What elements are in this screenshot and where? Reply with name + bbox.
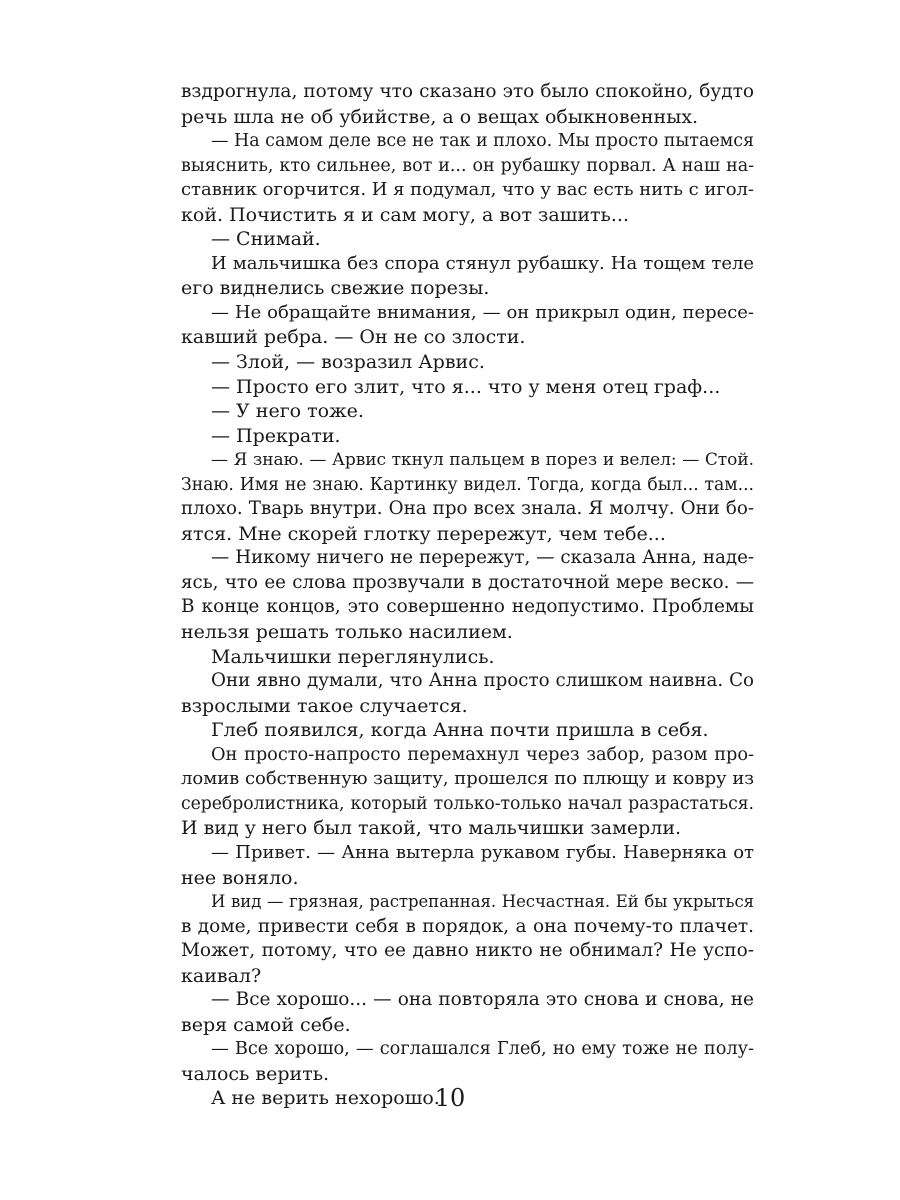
- text-line: Глеб появился, когда Анна почти пришла в себя.: [211, 719, 709, 742]
- text-line: кой. Почистить я и сам могу, а вот зашить...: [181, 203, 629, 226]
- text-line: ломив собственную защиту, прошелся по плющу и ковру из: [181, 768, 755, 790]
- text-line: И вид — грязная, растрепанная. Несчастная. Ей бы укрыться: [211, 892, 754, 912]
- text-line: — Не обращайте внимания, — он прикрыл один, пересе-: [211, 301, 754, 323]
- text-line: нельзя решать только насилием.: [181, 621, 513, 644]
- text-line: — Просто его злит, что я... что у меня отец граф...: [211, 375, 721, 398]
- text-line: вздрогнула, потому что сказано это было спокойно, будто: [181, 81, 754, 102]
- text-line: чалось верить.: [181, 1062, 330, 1085]
- text-line: кавший ребра. — Он не со злости.: [181, 326, 526, 349]
- text-line: — Никому ничего не перережут, — сказала Анна, наде-: [211, 547, 754, 569]
- text-line: нее воняло.: [181, 866, 299, 889]
- text-line: — Я знаю. — Арвис ткнул пальцем в порез и велел: — Стой.: [211, 450, 754, 471]
- text-line: его виднелись свежие порезы.: [181, 277, 490, 300]
- text-line: — Злой, — возразил Арвис.: [211, 351, 485, 374]
- text-line: серебролистника, который только-только начал разрастаться.: [181, 793, 754, 814]
- text-line: ятся. Мне скорей глотку перережут, чем тебе...: [181, 522, 666, 545]
- text-line: выяснить, кто сильнее, вот и... он рубашку порвал. А наш на-: [181, 155, 754, 176]
- text-line: Он просто-напросто перемахнул через забор, разом про-: [211, 744, 754, 765]
- text-line: ставник огорчится. И я подумал, что у вас есть нить с игол-: [181, 179, 754, 201]
- text-line: — Все хорошо... — она повторяла это снова и снова, не: [211, 989, 754, 1011]
- text-line: Они явно думали, что Анна просто слишком наивна. Со: [211, 670, 754, 692]
- text-line: — Снимай.: [211, 228, 321, 251]
- text-line: в доме, привести себя в порядок, а она почему-то плачет.: [181, 915, 754, 937]
- text-line: — У него тоже.: [211, 400, 364, 423]
- text-line: И вид у него был такой, что мальчишки замерли.: [181, 817, 682, 840]
- text-line: каивал?: [181, 964, 262, 987]
- text-line: А не верить нехорошо.: [211, 1087, 440, 1110]
- text-line: Знаю. Имя не знаю. Картинку видел. Тогда, когда был... там...: [181, 474, 754, 495]
- text-line: ясь, что ее слова прозвучали в достаточной мере веско. —: [181, 571, 754, 593]
- text-line: Может, потому, что ее давно никто не обнимал? Не успо-: [181, 940, 754, 962]
- text-line: взрослыми такое случается.: [181, 694, 468, 717]
- body-text: [181, 80, 754, 1111]
- text-line: — Все хорошо, — соглашался Глеб, но ему тоже не полу-: [211, 1039, 754, 1060]
- text-line: — Привет. — Анна вытерла рукавом губы. Наверняка от: [211, 841, 754, 863]
- text-line: — Прекрати.: [211, 424, 341, 447]
- text-line: веря самой себе.: [181, 1013, 351, 1036]
- page-number: 10: [434, 1084, 466, 1112]
- text-line: В конце концов, это совершенно недопустимо. Проблемы: [181, 596, 754, 618]
- text-line: — На самом деле все не так и плохо. Мы просто пытаемся: [211, 131, 754, 152]
- text-line: И мальчишка без спора стянул рубашку. На тощем теле: [211, 252, 754, 274]
- text-line: речь шла не об убийстве, а о вещах обыкновенных.: [181, 105, 699, 128]
- text-line: Мальчишки переглянулись.: [211, 645, 495, 668]
- text-line: плохо. Тварь внутри. Она про всех знала. Я молчу. Они бо-: [181, 498, 754, 520]
